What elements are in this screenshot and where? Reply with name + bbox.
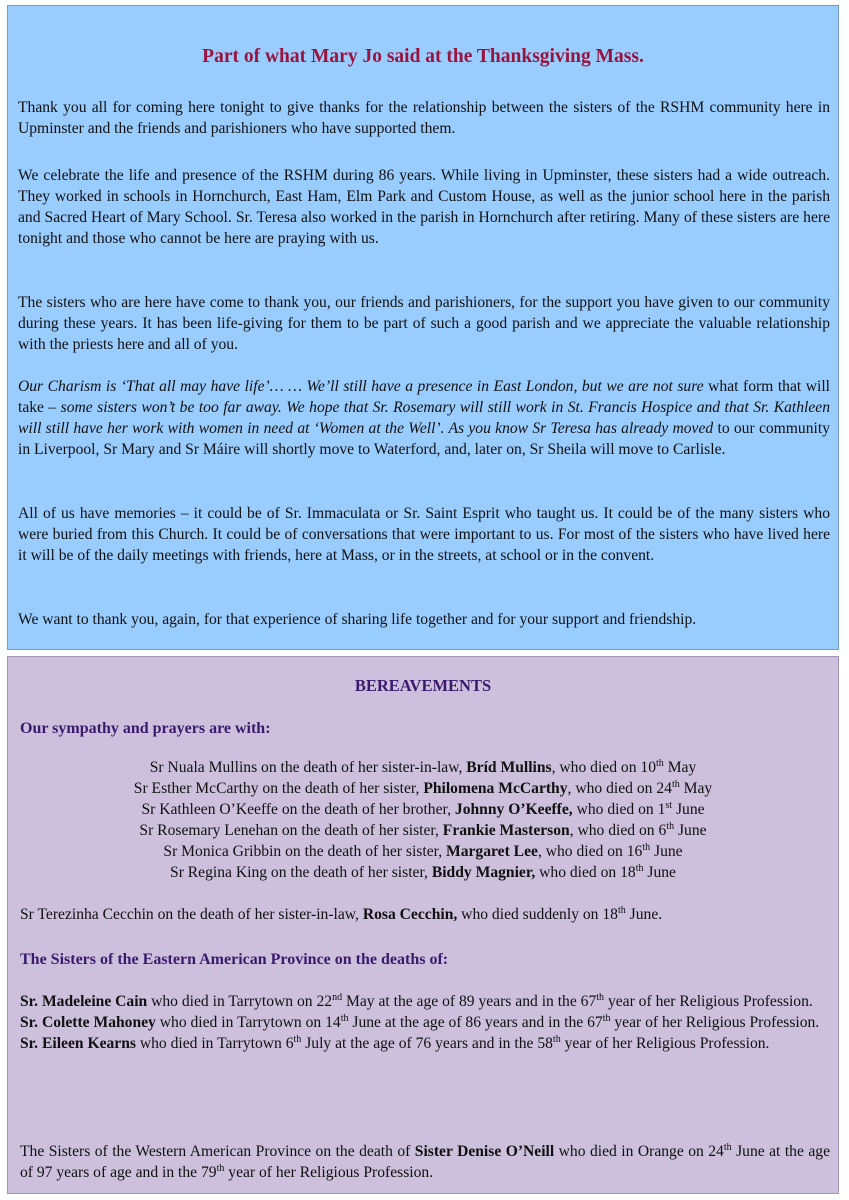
charism-italic-2: some sisters won’t be too far away. We hope that Sr. Rosemary will still work in St. Francis Hospice and that Sr. Kathleen will still have her work with women in need at ‘Women at the Well’. As you know Sr Teresa has already moved [18, 399, 830, 437]
charism-italic-1: Our Charism is ‘That all may have life’… … We’ll still have a presence in East London, but we are not sure [18, 378, 704, 395]
thanksgiving-paragraph-2: We celebrate the life and presence of the RSHM during 86 years. While living in Upminster, these sisters had a wide outreach. They worked in schools in Hornchurch, East Ham, Elm Park and Custom House, as well as the junior school here in the parish and Sacred Heart of Mary School. Sr. Teresa also worked in the parish in Hornchurch after retiring. Many of these sisters are here tonight and those who cannot be here are praying with us. [18, 167, 830, 247]
eastern-entry: Sr. Colette Mahoney who died in Tarrytown on 14th June at the age of 86 years and in the 67th year of her Religious Profession. [20, 1012, 820, 1031]
eastern-heading: The Sisters of the Eastern American Province on the deaths of: [20, 951, 449, 968]
terezinha-line: Sr Terezinha Cecchin on the death of her sister-in-law, Rosa Cecchin, who died suddenly on 18th June. [20, 904, 663, 923]
sympathy-line: Sr Monica Gribbin on the death of her sister, Margaret Lee, who died on 16th June [163, 841, 683, 860]
sympathy-line: Sr Esther McCarthy on the death of her sister, Philomena McCarthy, who died on 24th May [133, 778, 713, 797]
eastern-entries [20, 991, 830, 1054]
western-entry: The Sisters of the Western American Province on the death of Sister Denise O’Neill who died in Orange on 24th June at the age of 97 years of age and in the 79th year of her Religious Profession. [20, 1141, 830, 1181]
charism-normal-1: what form that will take – [18, 378, 830, 416]
thanksgiving-paragraph-1: Thank you all for coming here tonight to give thanks for the relationship between the sisters of the RSHM community here in Upminster and the friends and parishioners who have supported them. [18, 99, 830, 137]
sympathy-line: Sr Kathleen O’Keeffe on the death of her brother, Johnny O’Keeffe, who died on 1st June [141, 799, 705, 818]
eastern-entry: Sr. Eileen Kearns who died in Tarrytown 6th July at the age of 76 years and in the 58th year of her Religious Profession. [20, 1033, 770, 1052]
bereavements-title: BEREAVEMENTS [354, 676, 492, 695]
thanksgiving-paragraph-5: All of us have memories – it could be of Sr. Immaculata or Sr. Saint Esprit who taught us. It could be of the many sisters who were buried from this Church. It could be of conversations that were important to us. For most of the sisters who have lived here it will be of the daily meetings with friends, here at Mass, or in the streets, at school or in the convent. [18, 505, 830, 564]
sympathy-list [8, 757, 838, 883]
sympathy-heading: Our sympathy and prayers are with: [20, 720, 271, 737]
sympathy-line: Sr Regina King on the death of her sister, Biddy Magnier, who died on 18th June [170, 862, 676, 881]
eastern-entry: Sr. Madeleine Cain who died in Tarrytown on 22nd May at the age of 89 years and in the 67th year of her Religious Profession. [20, 991, 813, 1010]
sympathy-line: Sr Nuala Mullins on the death of her sister-in-law, Bríd Mullins, who died on 10th May [149, 757, 697, 776]
thanksgiving-section [7, 5, 839, 650]
sympathy-line: Sr Rosemary Lenehan on the death of her sister, Frankie Masterson, who died on 6th June [139, 820, 707, 839]
thanksgiving-paragraph-6: We want to thank you, again, for that experience of sharing life together and for your support and friendship. [18, 611, 697, 628]
charism-normal-2: to our community in Liverpool, Sr Mary and Sr Máire will shortly move to Waterford, and, later on, Sr Sheila will move to Carlisle. [18, 420, 830, 458]
thanksgiving-paragraph-3: The sisters who are here have come to thank you, our friends and parishioners, for the support you have given to our community during these years. It has been life-giving for them to be part of such a good parish and we appreciate the valuable relationship with the priests here and all of you. [18, 294, 830, 353]
thanksgiving-paragraph-4 [18, 376, 830, 460]
bereavements-section [7, 656, 839, 1194]
thanksgiving-title: Part of what Mary Jo said at the Thanksgiving Mass. [202, 46, 644, 67]
